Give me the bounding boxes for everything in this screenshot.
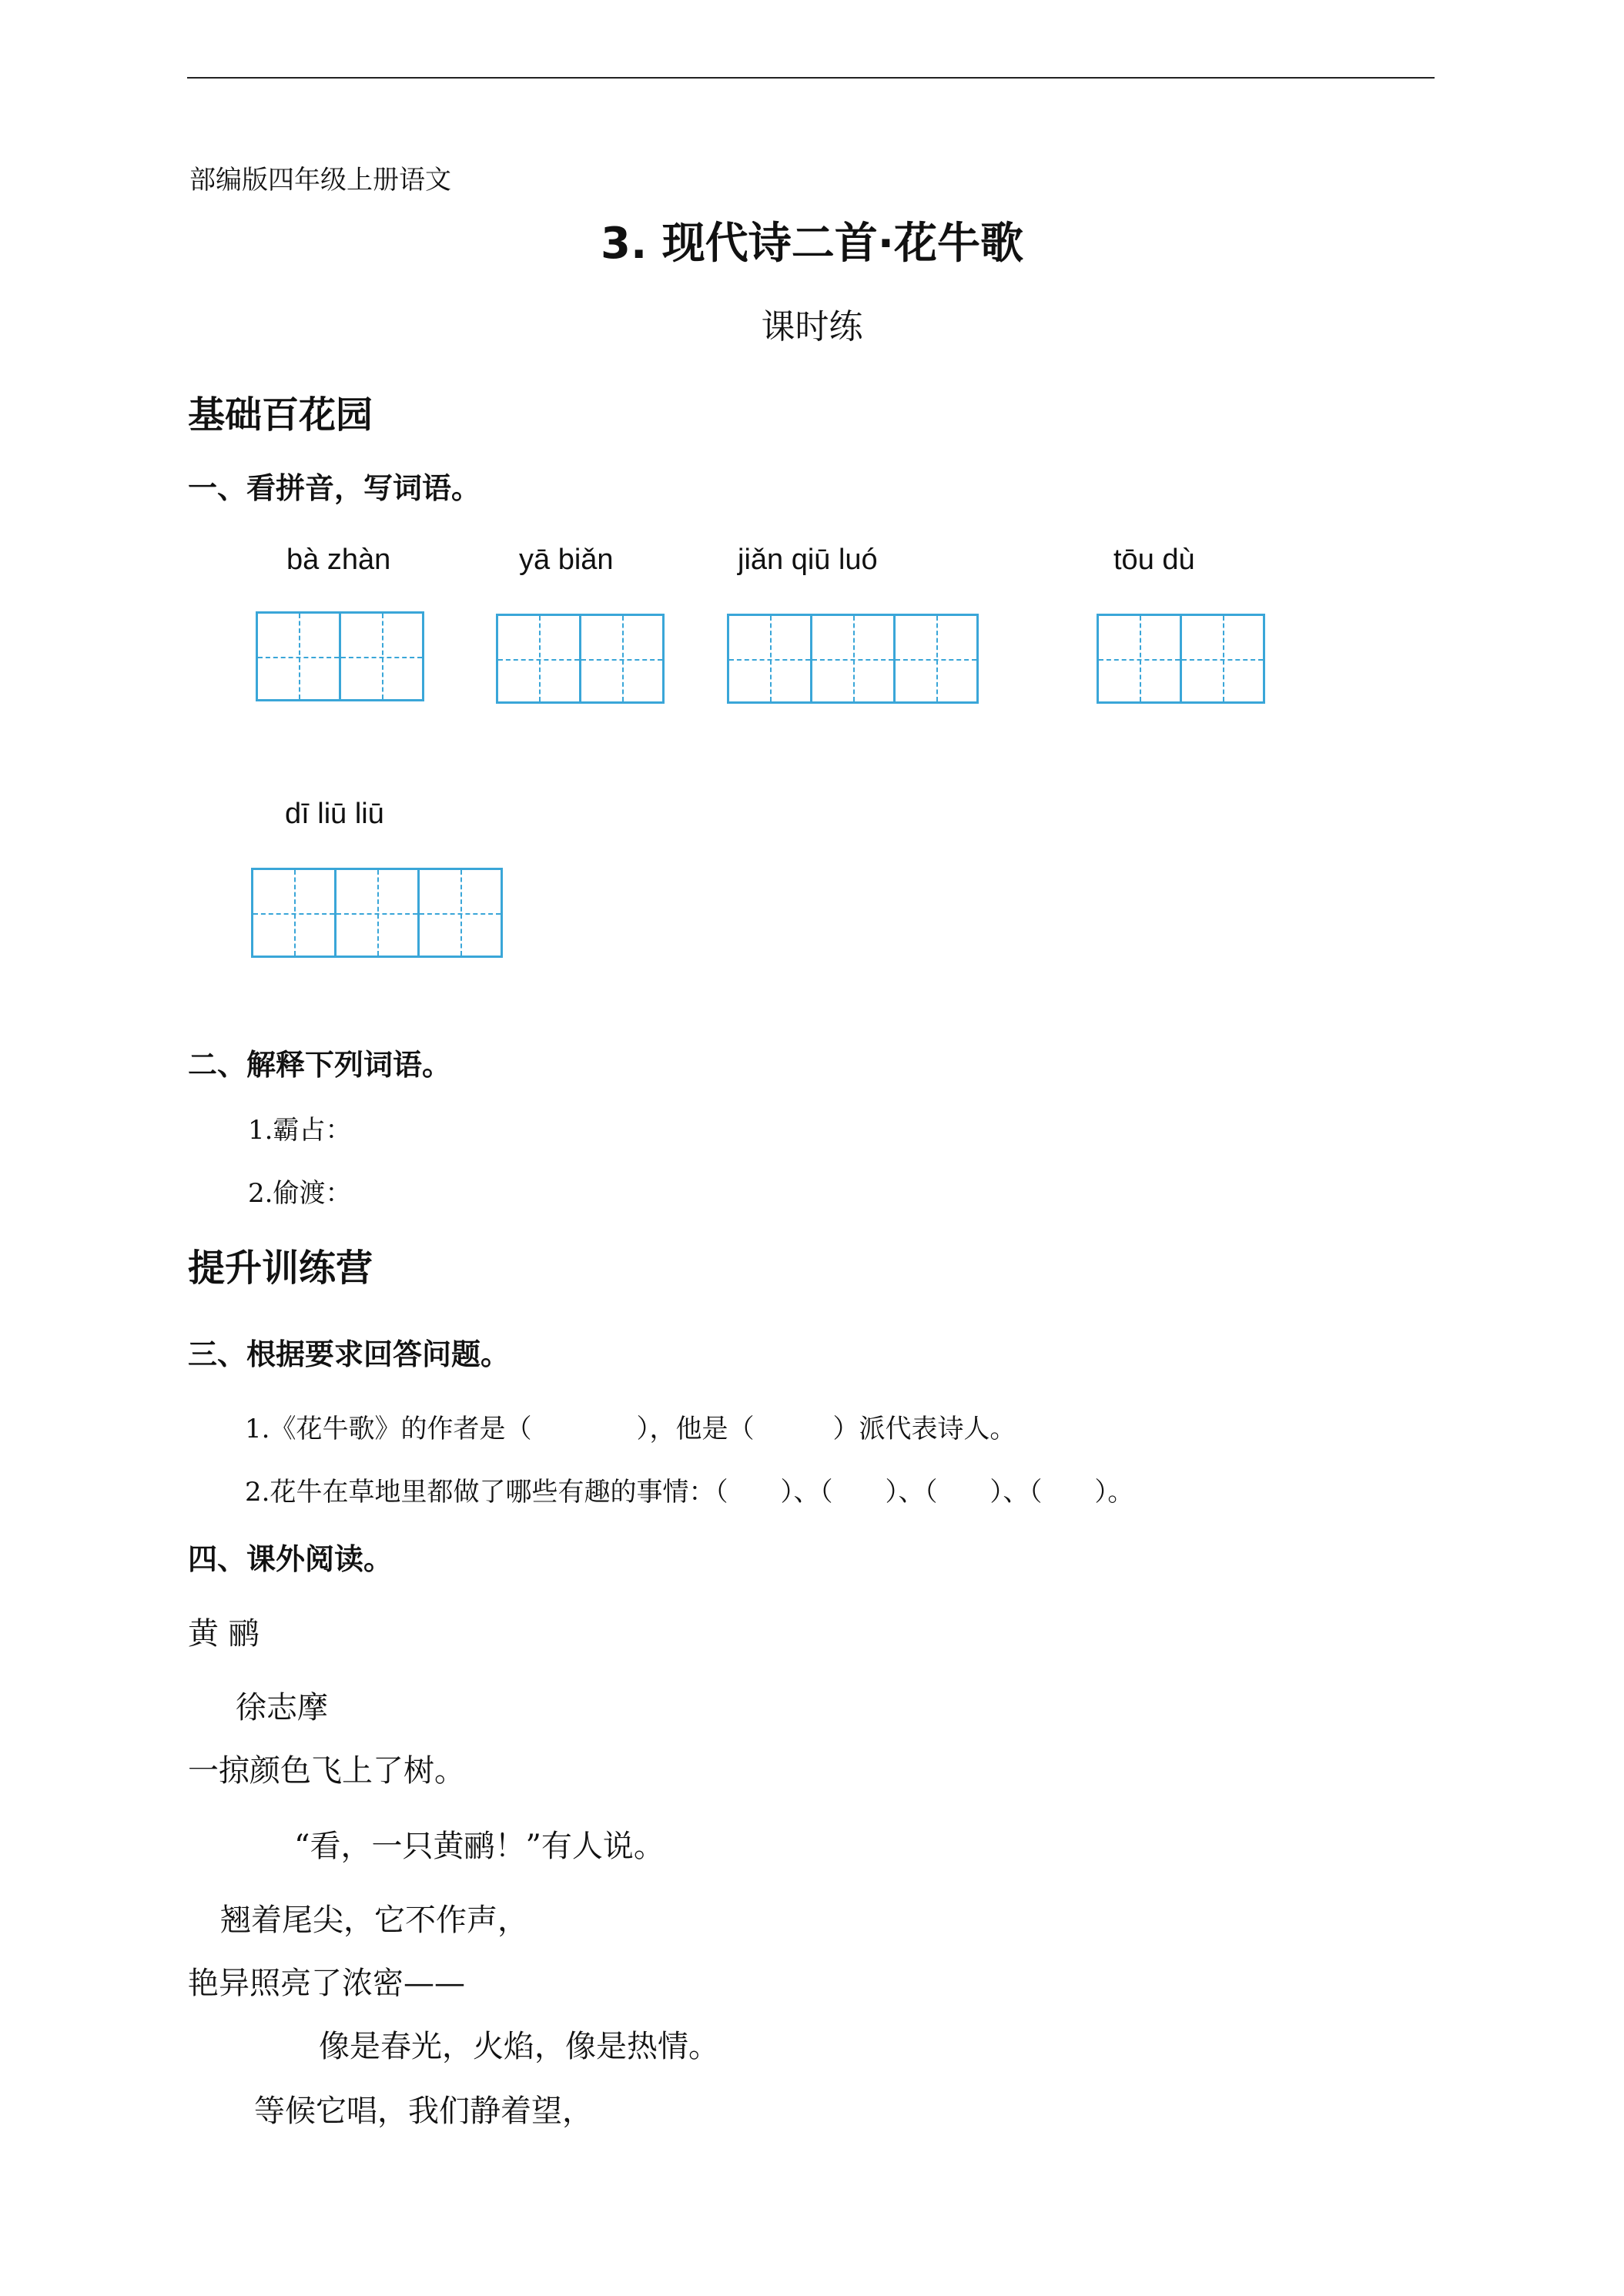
pinyin-label: jiǎn qiū luó [738,544,878,576]
definition-item: 2.偷渡： [248,1178,352,1209]
definition-item: 1.霸占： [248,1115,352,1146]
section-title-basic: 基础百花园 [188,393,373,437]
answer-item: 1.《花牛歌》的作者是（ ），他是（ ）派代表诗人。 [245,1414,1016,1444]
writing-cell[interactable] [810,614,896,704]
answer-item: 2.花牛在草地里都做了哪些有趣的事情：（ ）、（ ）、（ ）、（ ）。 [245,1477,1134,1508]
writing-cell[interactable] [496,614,581,704]
poem-line: 艳异照亮了浓密—— [188,1966,465,2001]
writing-cell[interactable] [256,611,341,701]
poem-author: 徐志摩 [236,1690,328,1725]
question-1-title: 一、看拼音，写词语。 [188,471,481,505]
writing-grid[interactable] [256,611,424,701]
writing-cell[interactable] [727,614,812,704]
writing-cell[interactable] [579,614,665,704]
pinyin-label: tōu dù [1113,544,1195,576]
poem-line: 像是春光，火焰，像是热情。 [319,2029,719,2064]
page-subtitle: 课时练 [761,307,863,346]
section-title-advanced: 提升训练营 [188,1247,373,1290]
poem-line: 等候它唱，我们静着望， [254,2094,593,2129]
subject-label: 部编版四年级上册语文 [189,165,451,196]
poem-line: 一掠颜色飞上了树。 [188,1753,465,1789]
header-rule [187,77,1435,79]
writing-grid[interactable] [1097,614,1265,704]
poem-line: 翘着尾尖，它不作声， [220,1903,528,1938]
writing-cell[interactable] [251,868,337,958]
writing-cell[interactable] [1180,614,1265,704]
poem-line: “看，一只黄鹂！”有人说。 [294,1829,665,1864]
writing-cell[interactable] [1097,614,1182,704]
pinyin-label: yā biǎn [519,544,614,576]
writing-cell[interactable] [334,868,420,958]
poem-title: 黄 鹂 [188,1616,260,1652]
page-title: 3. 现代诗二首·花牛歌 [600,219,1023,269]
question-3-title: 三、根据要求回答问题。 [188,1337,511,1371]
question-4-title: 四、课外阅读。 [188,1542,393,1576]
writing-grid[interactable] [251,868,503,958]
writing-cell[interactable] [339,611,424,701]
writing-cell[interactable] [893,614,979,704]
pinyin-label: dī liū liū [285,798,384,830]
pinyin-label: bà zhàn [286,544,391,576]
writing-cell[interactable] [417,868,503,958]
writing-grid[interactable] [496,614,665,704]
writing-grid[interactable] [727,614,979,704]
question-2-title: 二、解释下列词语。 [188,1048,452,1082]
